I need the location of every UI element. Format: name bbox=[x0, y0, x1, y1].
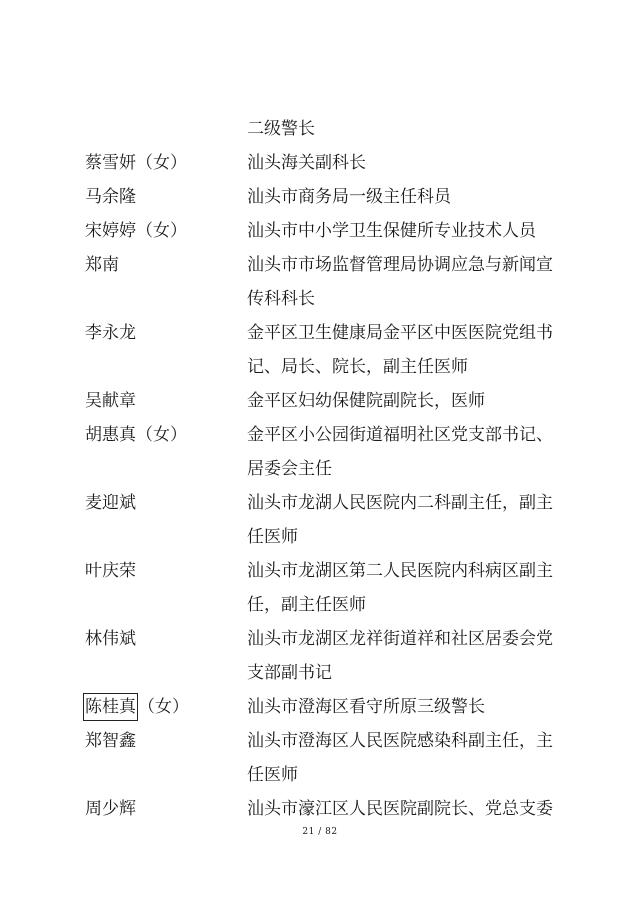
person-position: 金平区小公园街道福明社区党支部书记、居委会主任 bbox=[247, 425, 553, 479]
list-item bbox=[85, 554, 565, 622]
list-item bbox=[85, 180, 565, 214]
gender-note: （女） bbox=[136, 221, 187, 241]
name-text: 郑南 bbox=[85, 255, 119, 275]
name-text: 麦迎斌 bbox=[85, 493, 136, 513]
list-item bbox=[85, 384, 565, 418]
person-position: 汕头市市场监督管理局协调应急与新闻宣传科科长 bbox=[247, 255, 553, 309]
list-item bbox=[85, 214, 565, 248]
person-name bbox=[85, 248, 247, 282]
name-text: 叶庆荣 bbox=[85, 561, 136, 581]
list-item bbox=[85, 486, 565, 554]
person-position: 汕头市濠江区人民医院副院长、党总支委 bbox=[247, 799, 553, 819]
person-position: 汕头市澄海区看守所原三级警长 bbox=[247, 697, 485, 717]
list-item bbox=[85, 724, 565, 792]
person-position: 汕头市龙湖区第二人民医院内科病区副主任，副主任医师 bbox=[247, 561, 553, 615]
person-name bbox=[85, 316, 247, 350]
name-text: 郑智鑫 bbox=[85, 731, 136, 751]
name-text: 李永龙 bbox=[85, 323, 136, 343]
person-name bbox=[85, 724, 247, 758]
list-item bbox=[85, 792, 565, 826]
person-position: 金平区卫生健康局金平区中医医院党组书记、局长、院长，副主任医师 bbox=[247, 323, 553, 377]
name-list bbox=[85, 146, 565, 826]
person-name bbox=[85, 554, 247, 588]
list-item bbox=[85, 316, 565, 384]
person-name bbox=[85, 690, 247, 724]
person-position: 汕头市龙湖区龙祥街道祥和社区居委会党支部副书记 bbox=[247, 629, 553, 683]
person-position: 金平区妇幼保健院副院长，医师 bbox=[247, 391, 485, 411]
person-name bbox=[85, 622, 247, 656]
person-name bbox=[85, 146, 247, 180]
person-name bbox=[85, 180, 247, 214]
person-name bbox=[85, 486, 247, 520]
continued-title-text: 二级警长 bbox=[247, 119, 315, 139]
name-text: 吴献章 bbox=[85, 391, 136, 411]
name-text: 马余隆 bbox=[85, 187, 136, 207]
name-text: 周少辉 bbox=[85, 799, 136, 819]
gender-note: （女） bbox=[136, 153, 187, 173]
name-text: 蔡雪妍 bbox=[85, 153, 136, 173]
list-item bbox=[85, 622, 565, 690]
list-item bbox=[85, 248, 565, 316]
list-item bbox=[85, 690, 565, 724]
person-name bbox=[85, 792, 247, 826]
gender-note: （女） bbox=[138, 697, 189, 717]
person-position: 汕头市澄海区人民医院感染科副主任，主任医师 bbox=[247, 731, 553, 785]
person-position: 汕头海关副科长 bbox=[247, 153, 366, 173]
highlighted-name-text: 陈桂真 bbox=[83, 693, 138, 721]
name-text: 宋婷婷 bbox=[85, 221, 136, 241]
person-name bbox=[85, 214, 247, 248]
list-item bbox=[85, 418, 565, 486]
person-name bbox=[85, 384, 247, 418]
person-position: 汕头市龙湖人民医院内二科副主任，副主任医师 bbox=[247, 493, 553, 547]
person-name bbox=[85, 418, 247, 452]
person-position: 汕头市商务局一级主任科员 bbox=[247, 187, 451, 207]
list-item bbox=[85, 146, 565, 180]
gender-note: （女） bbox=[136, 425, 187, 445]
page-number: 21 / 82 bbox=[302, 827, 338, 837]
name-text: 胡惠真 bbox=[85, 425, 136, 445]
name-text: 林伟斌 bbox=[85, 629, 136, 649]
person-position: 汕头市中小学卫生保健所专业技术人员 bbox=[247, 221, 536, 241]
